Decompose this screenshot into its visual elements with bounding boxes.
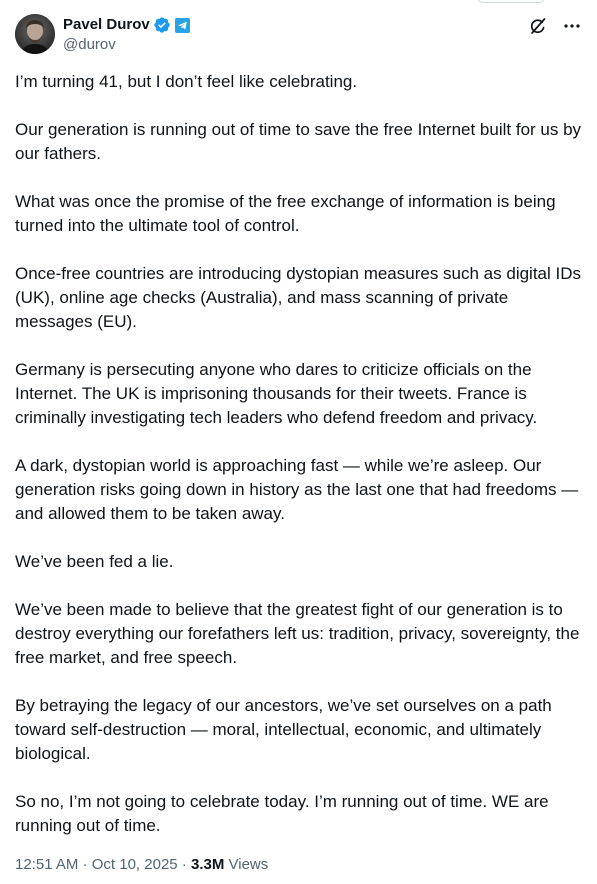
avatar[interactable] — [15, 14, 55, 54]
tweet-paragraph: By betraying the legacy of our ancestors, we’ve set ourselves on a path toward self-destruction — moral, intellectual, economic, and ultimately biological. — [15, 696, 552, 763]
author-display-name[interactable]: Pavel Durov — [63, 16, 150, 33]
partial-button-edge — [478, 0, 544, 3]
tweet-meta — [15, 855, 268, 875]
author-identity — [63, 14, 190, 55]
name-row — [63, 15, 190, 35]
tweet-paragraph: Once-free countries are introducing dystopian measures such as digital IDs (UK), online age checks (Australia), and mass scanning of private messages (EU). — [15, 264, 582, 331]
tweet-paragraph: What was once the promise of the free exchange of information is being turned into the ultimate tool of control. — [15, 192, 556, 235]
tweet-paragraph: Germany is persecuting anyone who dares to criticize officials on the Internet. The UK is imprisoning thousands for their tweets. France is criminally investigating tech leaders who defend freedom and privacy. — [15, 360, 538, 427]
tweet-paragraph: Our generation is running out of time to save the free Internet built for us by our fathers. — [15, 120, 582, 163]
tweet-date[interactable]: Oct 10, 2025 — [91, 856, 178, 873]
avatar-photo-icon — [15, 14, 55, 54]
tweet-text — [15, 70, 585, 838]
tweet-paragraph: I’m turning 41, but I don’t feel like celebrating. — [15, 72, 358, 91]
tweet-paragraph: So no, I’m not going to celebrate today. I’m running out of time. WE are running out of time. — [15, 792, 549, 835]
tweet-paragraph: A dark, dystopian world is approaching fast — while we’re asleep. Our generation risks going down in history as the last one that had freedoms — and allowed them to be taken away. — [15, 456, 579, 523]
tweet-header — [15, 14, 582, 56]
verified-icon[interactable] — [153, 16, 171, 34]
tweet-paragraph: We’ve been fed a lie. — [15, 552, 174, 571]
grok-icon[interactable] — [528, 16, 548, 36]
meta-separator: · — [177, 856, 191, 873]
meta-separator: · — [78, 856, 92, 873]
header-actions — [528, 14, 582, 36]
tweet-paragraph: We’ve been made to believe that the greatest fight of our generation is to destroy everything our forefathers left us: tradition, privacy, sovereignty, the free market, and free speech. — [15, 600, 580, 667]
tweet-time[interactable]: 12:51 AM — [15, 856, 79, 873]
telegram-affiliate-icon[interactable] — [175, 18, 190, 33]
views-label: Views — [224, 856, 269, 873]
more-icon[interactable] — [562, 16, 582, 36]
author-handle[interactable]: @durov — [63, 36, 116, 53]
views-count[interactable]: 3.3M — [190, 856, 225, 873]
